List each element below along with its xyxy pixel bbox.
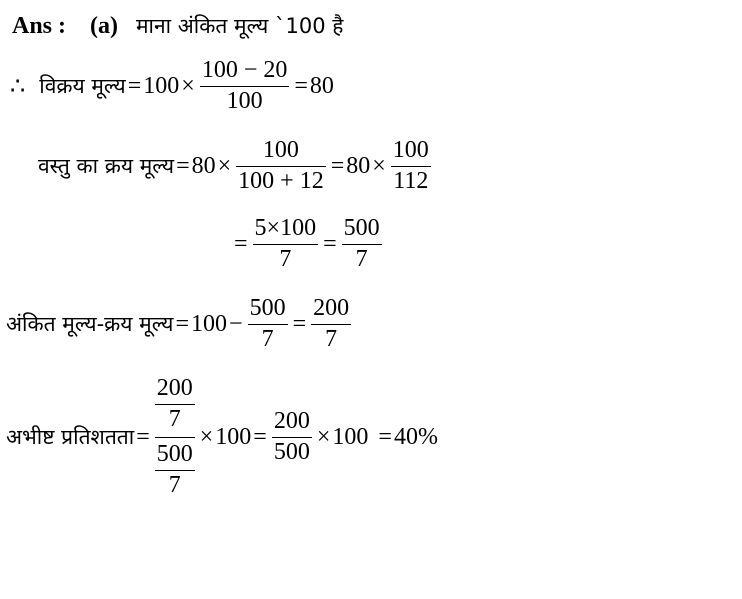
times-sign: × bbox=[372, 152, 386, 179]
denominator: 112 bbox=[393, 167, 429, 194]
fraction bbox=[200, 58, 290, 115]
complex-fraction bbox=[155, 376, 195, 499]
fraction-bar bbox=[311, 324, 351, 325]
times-sign: × bbox=[199, 423, 214, 450]
denominator: 7 bbox=[168, 471, 181, 498]
fraction bbox=[342, 216, 382, 273]
numerator: 200 bbox=[156, 375, 193, 401]
numerator: 500 bbox=[343, 215, 380, 241]
inner-fraction bbox=[155, 442, 195, 499]
percentage-label: अभीष्ट प्रतिशतता bbox=[6, 425, 135, 450]
numerator: 100 − 20 bbox=[201, 57, 288, 83]
denominator: 500 bbox=[273, 438, 310, 465]
coefficient: 100 bbox=[143, 72, 180, 99]
denominator: 7 bbox=[355, 245, 368, 272]
hundred: 100 bbox=[332, 423, 369, 450]
answer-header bbox=[12, 12, 343, 40]
fraction-bar bbox=[253, 244, 319, 245]
ans-label: Ans : bbox=[12, 12, 67, 39]
fraction bbox=[236, 138, 326, 195]
denominator: 7 bbox=[261, 325, 274, 352]
numerator: 100 bbox=[262, 137, 299, 163]
numerator: 5×100 bbox=[254, 215, 317, 241]
equals-sign: = bbox=[234, 230, 248, 257]
fraction bbox=[253, 216, 319, 273]
equals-sign: = bbox=[330, 152, 345, 179]
fraction-bar bbox=[200, 86, 290, 87]
equals-sign: = bbox=[176, 152, 190, 179]
equals-sign: = bbox=[323, 230, 337, 257]
fraction bbox=[248, 296, 288, 353]
cost-price-label: वस्तु का क्रय मूल्य bbox=[38, 154, 175, 179]
difference-line bbox=[6, 296, 354, 353]
numerator: 500 bbox=[249, 295, 286, 321]
result: 80 bbox=[309, 72, 334, 99]
coefficient: 80 bbox=[346, 152, 371, 179]
fraction-bar bbox=[391, 166, 431, 167]
numerator: 200 bbox=[273, 407, 310, 434]
inner-fraction bbox=[155, 376, 195, 433]
denominator: 7 bbox=[279, 245, 292, 272]
hundred: 100 bbox=[215, 423, 252, 450]
minus-sign: − bbox=[229, 310, 243, 337]
fraction bbox=[391, 138, 431, 195]
fraction-bar bbox=[155, 404, 195, 405]
selling-price-line bbox=[10, 58, 334, 115]
fraction bbox=[272, 409, 312, 466]
fraction-bar bbox=[342, 244, 382, 245]
cost-price-line bbox=[38, 138, 434, 195]
coefficient: 80 bbox=[191, 152, 216, 179]
times-sign: × bbox=[217, 152, 232, 179]
fraction bbox=[311, 296, 351, 353]
equals-sign: = bbox=[378, 423, 392, 450]
fraction-bar bbox=[236, 166, 326, 167]
times-sign: × bbox=[316, 423, 331, 450]
selling-price-label: विक्रय मूल्य bbox=[39, 74, 126, 99]
final-result: 40% bbox=[393, 423, 438, 450]
fraction-bar bbox=[272, 437, 312, 438]
numerator: 100 bbox=[392, 137, 429, 163]
main-fraction-bar bbox=[155, 437, 195, 438]
denominator: 7 bbox=[168, 405, 181, 432]
value: 100 bbox=[191, 310, 228, 337]
equals-sign: = bbox=[127, 72, 142, 99]
difference-label: अंकित मूल्य-क्रय मूल्य bbox=[6, 312, 174, 337]
equals-sign: = bbox=[175, 310, 190, 337]
times-sign: × bbox=[181, 72, 195, 99]
denominator: 100 bbox=[226, 87, 263, 114]
required-percentage-line bbox=[6, 376, 438, 499]
denominator: 7 bbox=[325, 325, 338, 352]
equals-sign: = bbox=[294, 72, 308, 99]
therefore-symbol: ∴ bbox=[10, 73, 26, 100]
equals-sign: = bbox=[253, 423, 267, 450]
option-label: (a) bbox=[90, 12, 118, 39]
fraction-bar bbox=[155, 470, 195, 471]
equals-sign: = bbox=[292, 310, 307, 337]
numerator: 500 bbox=[156, 440, 193, 467]
numerator: 200 bbox=[313, 295, 350, 321]
equals-sign: = bbox=[136, 423, 150, 450]
intro-text: माना अंकित मूल्य `100 है bbox=[136, 14, 344, 38]
fraction-bar bbox=[248, 324, 288, 325]
denominator: 100 + 12 bbox=[238, 167, 324, 194]
continuation-line bbox=[232, 216, 385, 273]
